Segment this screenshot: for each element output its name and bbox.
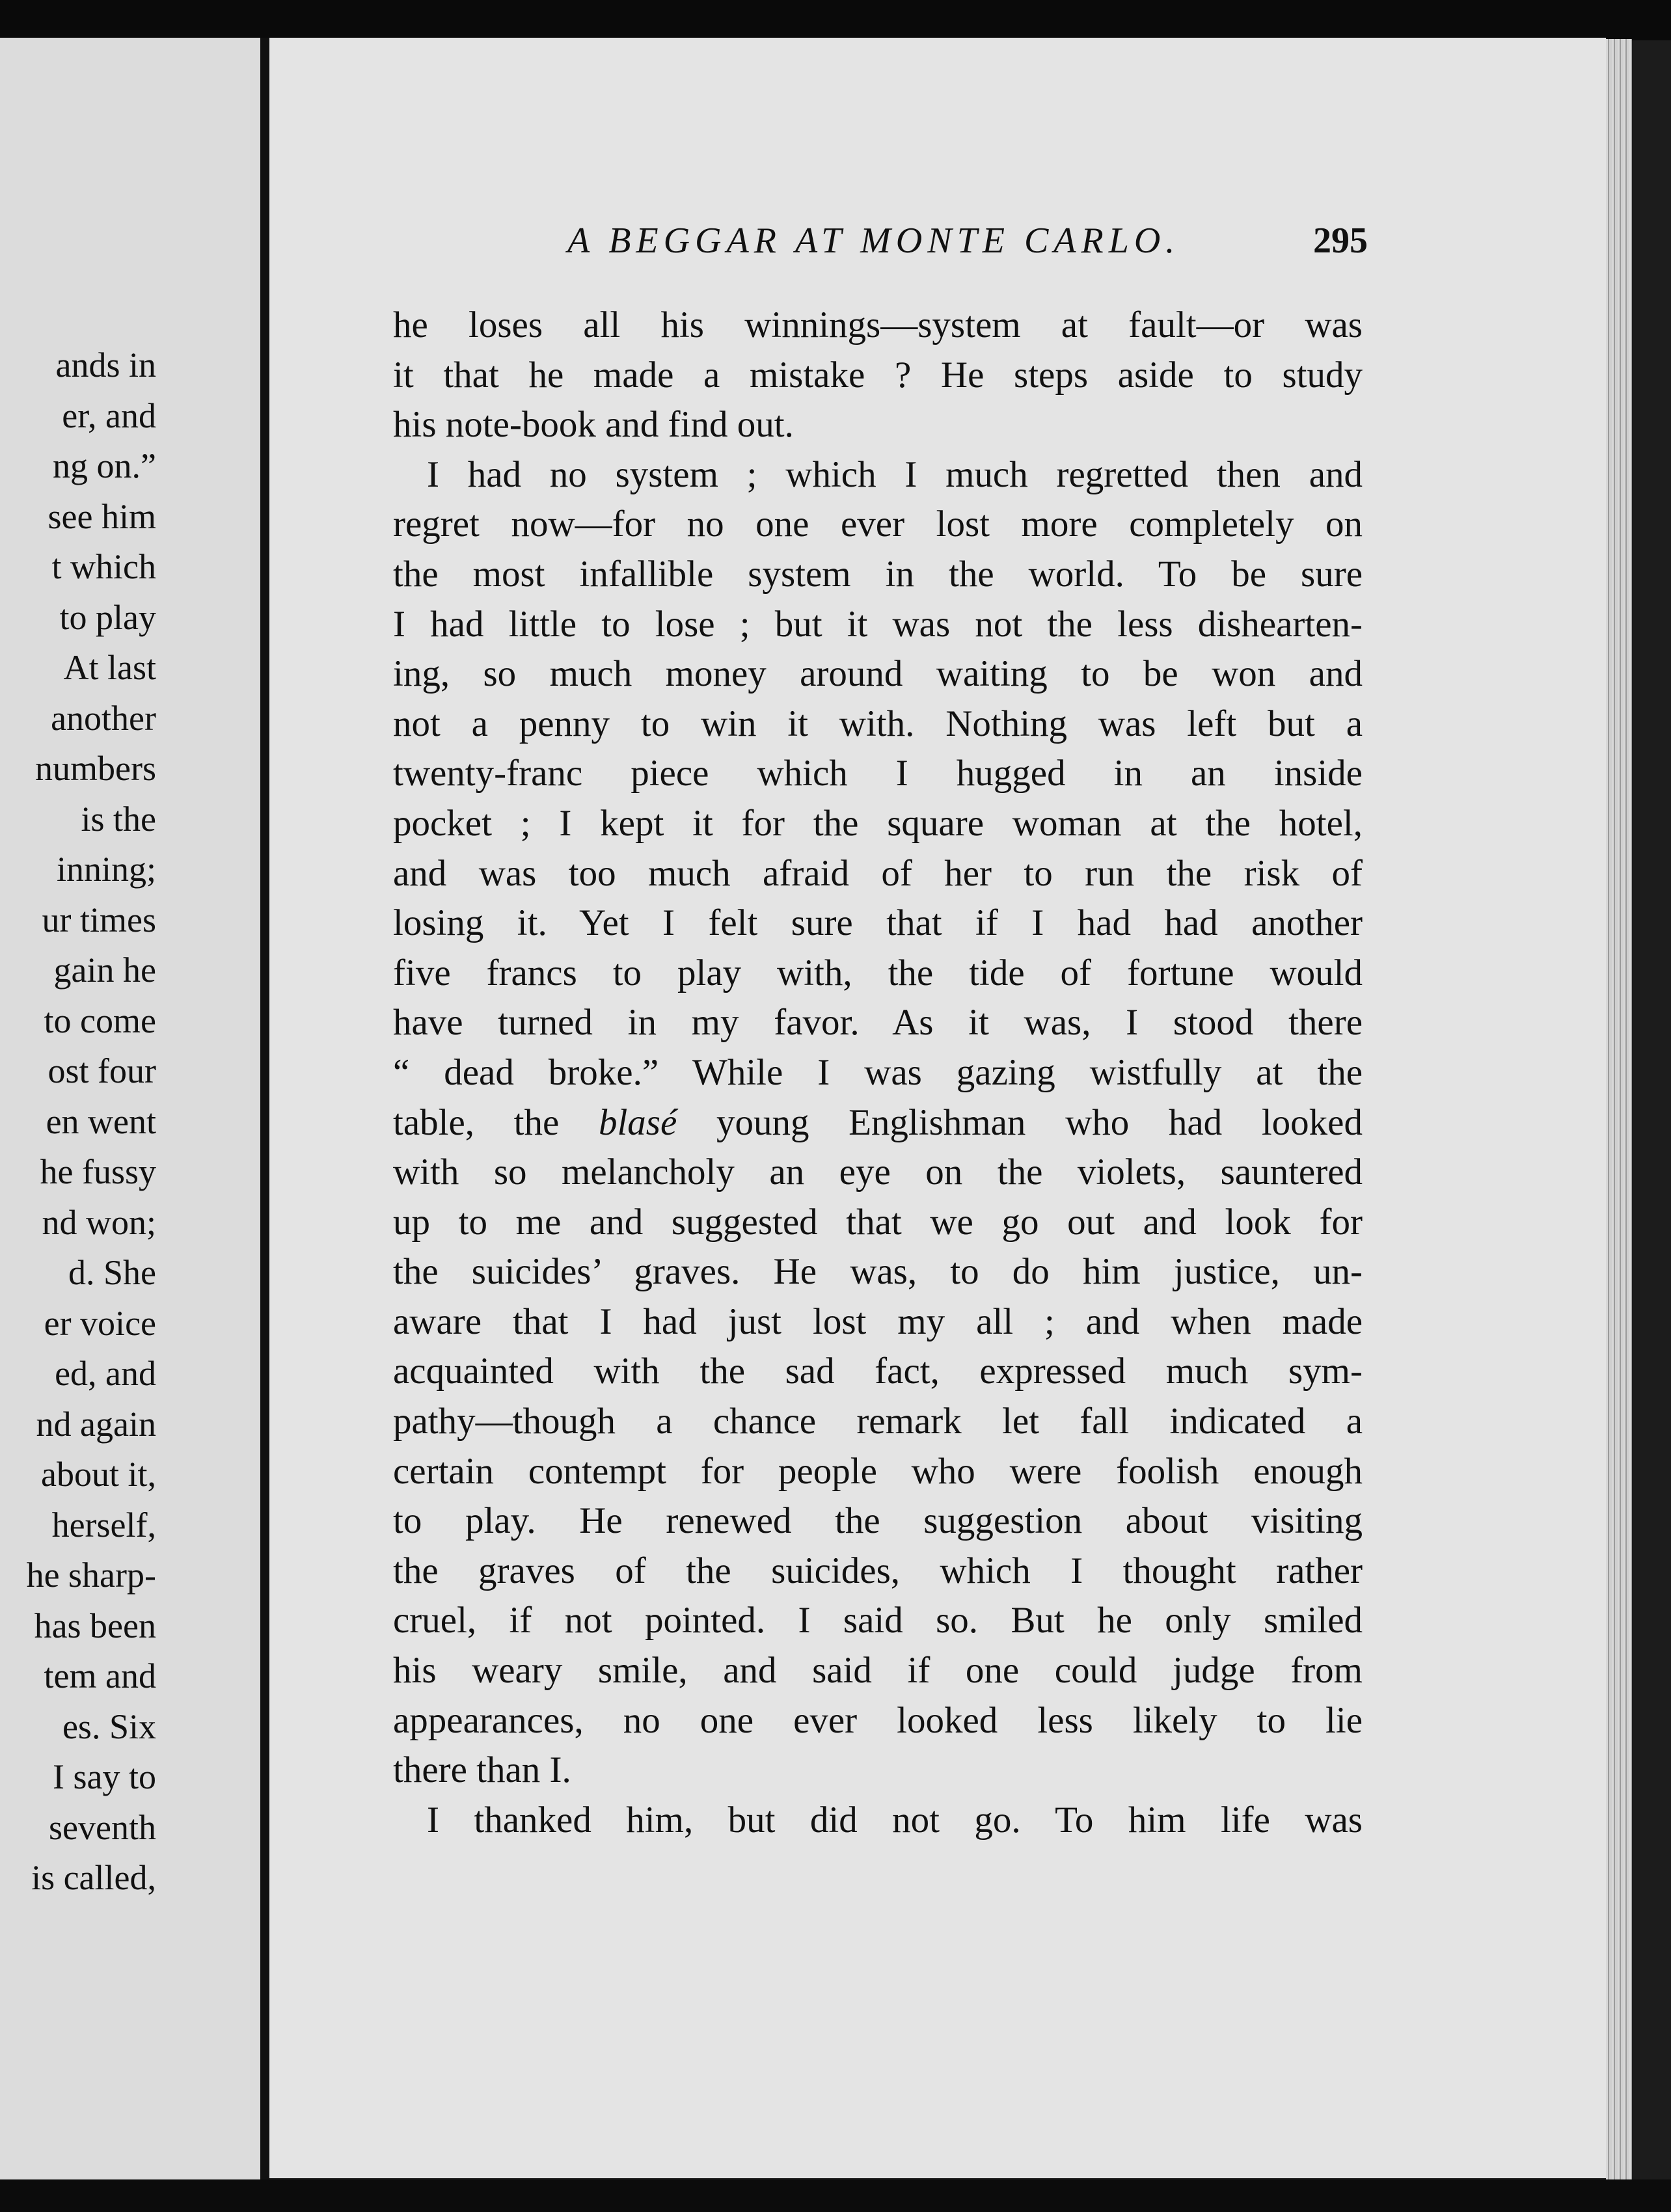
book-gutter xyxy=(260,38,269,2185)
text-line: the suicides’ graves. He was, to do him justice, un- xyxy=(393,1251,1363,1293)
page-edge-stack xyxy=(1606,39,1632,2179)
text-line: appearances, no one ever looked less likely to lie xyxy=(393,1699,1363,1741)
page-number: 295 xyxy=(1313,221,1368,261)
left-line: about it, xyxy=(41,1455,156,1494)
left-line: numbers xyxy=(35,749,156,788)
left-line: nd won; xyxy=(42,1202,156,1242)
left-line: he sharp- xyxy=(26,1556,156,1595)
text-line: five francs to play with, the tide of fortune would xyxy=(393,952,1363,993)
text-line: the graves of the suicides, which I thought rather xyxy=(393,1550,1363,1591)
running-title: A BEGGAR AT MONTE CARLO. xyxy=(567,221,1180,261)
text-line-blase xyxy=(393,1098,1363,1148)
left-line: en went xyxy=(46,1101,156,1141)
text-line: ing, so much money around waiting to be won and xyxy=(393,653,1363,695)
text-line: and was too much afraid of her to run the risk of xyxy=(393,852,1363,894)
line-segment: young Englishman who had looked xyxy=(677,1101,1363,1143)
left-line: has been xyxy=(34,1606,156,1645)
text-line: not a penny to win it with. Nothing was left but a xyxy=(393,703,1363,744)
text-line: up to me and suggested that we go out and look for xyxy=(393,1201,1363,1243)
left-line: I say to xyxy=(53,1757,156,1796)
left-line: inning; xyxy=(56,850,156,889)
body-text xyxy=(393,301,1363,1845)
text-line: losing it. Yet I felt sure that if I had had another xyxy=(393,902,1363,944)
left-line: tem and xyxy=(44,1656,156,1695)
text-line: “ dead broke.” While I was gazing wistfully at the xyxy=(393,1051,1363,1093)
left-line: ur times xyxy=(42,900,156,939)
left-line: es. Six xyxy=(62,1706,156,1746)
left-line: er voice xyxy=(44,1303,156,1343)
left-line: is called, xyxy=(31,1858,156,1897)
text-line: acquainted with the sad fact, expressed much sym- xyxy=(393,1351,1363,1392)
text-line: to play. He renewed the suggestion about visiting xyxy=(393,1500,1363,1542)
text-line: I had little to lose ; but it was not the less dishearten- xyxy=(393,603,1363,645)
text-line: with so melancholy an eye on the violets, sauntered xyxy=(393,1152,1363,1193)
running-head xyxy=(567,220,1374,267)
left-line: to play xyxy=(59,597,156,637)
left-line: ng on.” xyxy=(53,446,156,485)
text-line: pathy—though a chance remark let fall indicated a xyxy=(393,1401,1363,1442)
line-segment: table, the xyxy=(393,1101,599,1143)
text-line: twenty-franc piece which I hugged in an inside xyxy=(393,753,1363,794)
left-line: gain he xyxy=(53,951,156,990)
text-line: his weary smile, and said if one could judge from xyxy=(393,1650,1363,1692)
left-line: see him xyxy=(48,496,156,536)
text-line: cruel, if not pointed. I said so. But he only smiled xyxy=(393,1600,1363,1641)
text-line: pocket ; I kept it for the square woman at the hotel, xyxy=(393,802,1363,844)
left-line: nd again xyxy=(36,1404,156,1444)
left-line: another xyxy=(51,698,156,738)
text-line: it that he made a mistake ? He steps aside to study xyxy=(393,354,1363,396)
text-line: aware that I had just lost my all ; and when made xyxy=(393,1301,1363,1342)
left-line: ost four xyxy=(48,1051,156,1090)
left-line: seventh xyxy=(49,1807,156,1847)
left-line: he fussy xyxy=(40,1152,156,1191)
text-line: I had no system ; which I much regretted then and xyxy=(427,453,1363,495)
text-line: the most infallible system in the world. To be sure xyxy=(393,553,1363,595)
left-line: is the xyxy=(81,799,156,839)
text-line: certain contempt for people who were foolish enough xyxy=(393,1450,1363,1492)
left-line: herself, xyxy=(51,1505,156,1544)
left-line: ed, and xyxy=(55,1354,156,1393)
italic-word: blasé xyxy=(598,1101,677,1143)
left-page-text xyxy=(27,340,156,1904)
text-line: regret now—for no one ever lost more completely on xyxy=(393,504,1363,545)
left-line: to come xyxy=(44,1001,156,1040)
left-line: At last xyxy=(63,648,156,687)
text-line: he loses all his winnings—system at fault—or was xyxy=(393,304,1363,345)
text-line: there than I. xyxy=(393,1749,571,1791)
text-line: have turned in my favor. As it was, I stood there xyxy=(393,1002,1363,1044)
left-line: d. She xyxy=(68,1253,156,1292)
left-line: ands in xyxy=(55,345,156,384)
scan-bottom-border xyxy=(0,2179,1671,2212)
scan-top-border xyxy=(0,0,1671,40)
text-line: I thanked him, but did not go. To him life was xyxy=(427,1799,1363,1841)
left-page xyxy=(0,38,260,2185)
left-line: er, and xyxy=(62,396,156,435)
left-line: t which xyxy=(51,547,156,586)
text-line: his note-book and find out. xyxy=(393,404,794,446)
